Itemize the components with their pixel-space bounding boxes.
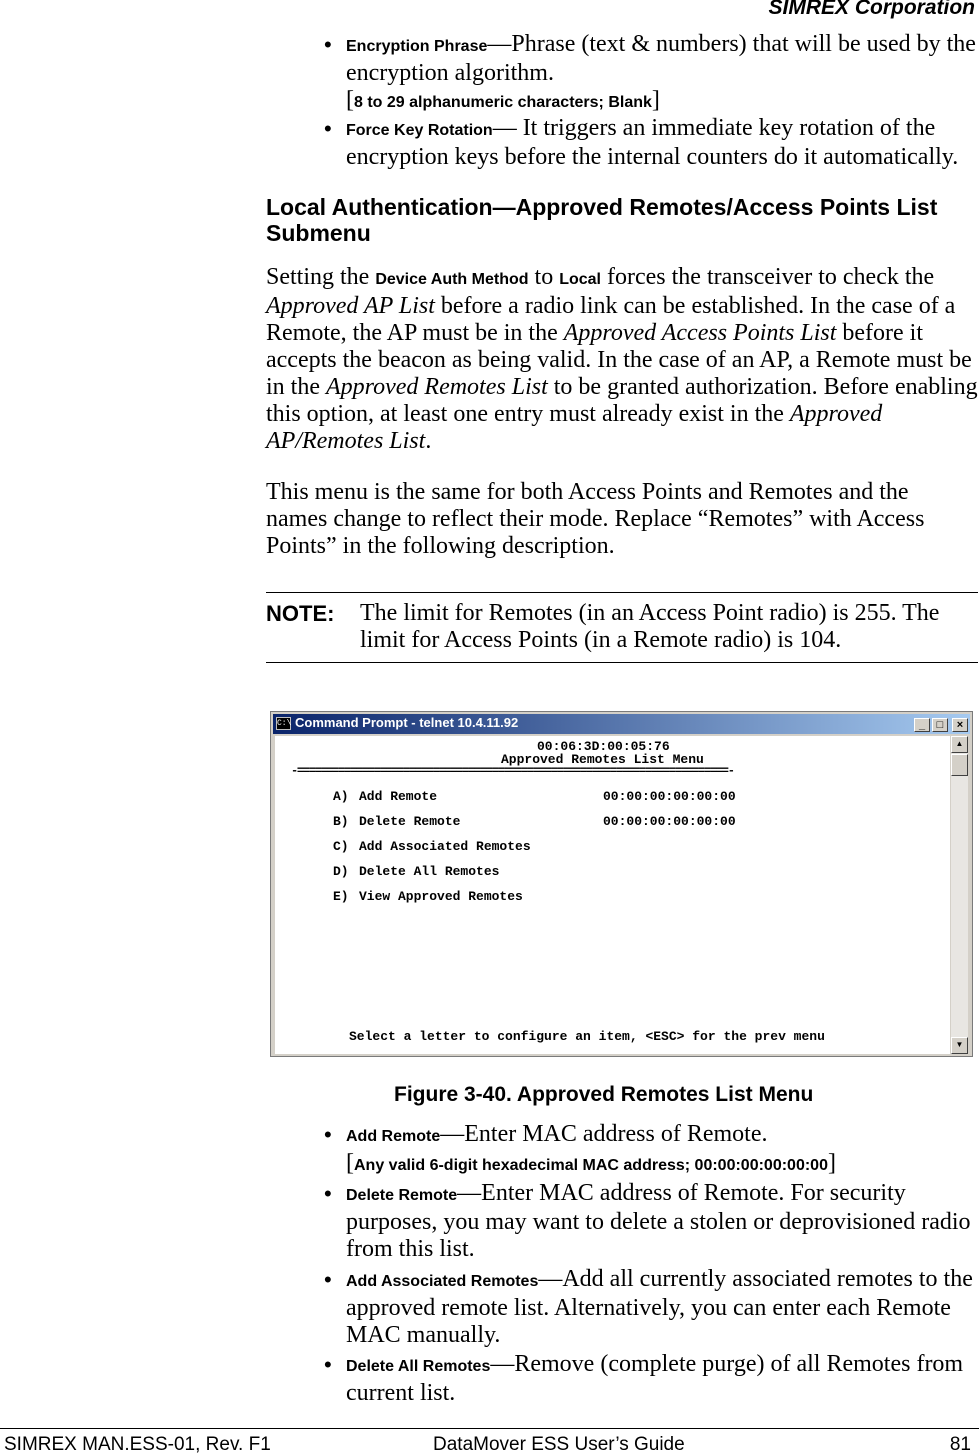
menu-item-delete-remote: Delete Remote	[359, 814, 461, 829]
note-bottom-rule	[266, 662, 978, 663]
bullet-add-remote: • Add Remote—Enter MAC address of Remote. [Any valid 6-digit hexadecimal MAC address; 00:00:00:00:00:00]	[324, 1121, 836, 1176]
scroll-thumb[interactable]	[951, 754, 968, 776]
minimize-icon[interactable]: _	[914, 718, 930, 732]
term-device-auth-method: Device Auth Method	[375, 271, 529, 288]
terminal-titlebar[interactable]	[273, 714, 970, 734]
bullet-term: Encryption Phrase	[346, 38, 488, 55]
header-company: SIMREX Corporation	[768, 0, 975, 19]
terminal-separator: -=========================================================================-	[291, 764, 734, 778]
italic-run: Approved AP List	[266, 293, 435, 319]
bullet-force-key-rotation	[324, 115, 976, 171]
scroll-up-icon[interactable]: ▲	[951, 736, 968, 753]
menu-item-add-remote: Add Remote	[359, 789, 438, 804]
text-run: .	[425, 428, 432, 454]
footer-title: DataMover ESS User’s Guide	[433, 1434, 685, 1455]
bullet-text: —Enter MAC address of Remote. For security purposes, you may want to delete a stolen or deprovisioned radio from this list.	[346, 1180, 971, 1262]
terminal-window	[270, 711, 973, 1057]
menu-item-view-approved-remotes: View Approved Remotes	[359, 889, 523, 904]
footer-doc-id: SIMREX MAN.ESS-01, Rev. F1	[4, 1434, 271, 1455]
menu-key: C)	[333, 839, 349, 854]
close-icon[interactable]: ×	[952, 718, 968, 732]
bullet-term: Add Associated Remotes	[346, 1273, 539, 1290]
bullet-term: Delete All Remotes	[346, 1358, 491, 1375]
terminal-menu-title: Approved Remotes List Menu	[501, 752, 704, 767]
bullet-text: —Remove (complete purge) of all Remotes from current list.	[346, 1351, 964, 1406]
menu-item-add-associated-remotes: Add Associated Remotes	[359, 839, 531, 854]
bullet-encryption-phrase: • Encryption Phrase—Phrase (text & numbers) that will be used by the encryption algorithm. [8 to 29 alphanumeric characters; Blank]	[324, 31, 976, 113]
footer-rule	[0, 1428, 979, 1429]
text-run: forces the transceiver to check the	[601, 264, 935, 290]
italic-run: Approved Access Points List	[563, 320, 837, 346]
terminal-prompt: Select a letter to configure an item, <ESC> for the prev menu	[349, 1029, 825, 1044]
bullet-dot-icon: •	[324, 1267, 332, 1292]
note-label: NOTE:	[266, 601, 335, 626]
bullet-term: Force Key Rotation	[346, 122, 493, 139]
terminal-title: Command Prompt - telnet 10.4.11.92	[295, 715, 519, 730]
bullet-text: —Phrase (text & numbers) that will be used by the encryption algorithm.	[346, 31, 976, 86]
text-run: before it accepts the beacon as being valid. In the case of an AP, a Remote must be in the	[266, 320, 972, 400]
terminal-screen[interactable]	[275, 736, 950, 1054]
bullet-dot-icon: •	[324, 32, 332, 57]
bullet-dot-icon: •	[324, 1122, 332, 1147]
bullet-delete-all-remotes	[324, 1351, 976, 1407]
text-run: before a radio link can be established. In the case of a Remote, the AP must be in the	[266, 293, 956, 346]
section-heading: Local Authentication—Approved Remotes/Access Points List Submenu	[266, 194, 938, 246]
command-prompt-icon: C:\	[277, 719, 292, 728]
bullet-term: Delete Remote	[346, 1187, 458, 1204]
text-run: Setting the	[266, 264, 376, 290]
text-run: to be granted authorization. Before enabling this option, at least one entry must already exist in the	[266, 374, 978, 427]
note-top-rule	[266, 592, 978, 593]
bullet-range: 8 to 29 alphanumeric characters; Blank	[354, 94, 652, 111]
italic-run: Approved AP/Remotes List	[266, 401, 883, 454]
menu-key: D)	[333, 864, 349, 879]
bullet-dot-icon: •	[324, 1181, 332, 1206]
menu-key: B)	[333, 814, 349, 829]
bullet-text: —Add all currently associated remotes to the approved remote list. Alternatively, you can enter each Remote MAC manually.	[346, 1266, 973, 1348]
menu-item-delete-all-remotes: Delete All Remotes	[359, 864, 500, 879]
terminal-mac-header: 00:06:3D:00:05:76	[537, 739, 670, 754]
scroll-down-icon[interactable]: ▼	[951, 1037, 968, 1054]
bullet-dot-icon: •	[324, 1352, 332, 1377]
bullet-text: —Enter MAC address of Remote.	[440, 1121, 768, 1147]
menu-key: A)	[333, 789, 349, 804]
bullet-delete-remote	[324, 1180, 976, 1263]
section-paragraph-2: This menu is the same for both Access Points and Remotes and the names change to reflect their mode. Replace “Remotes” with Access Points” in the following description.	[266, 479, 925, 559]
figure-caption: Figure 3-40. Approved Remotes List Menu	[394, 1083, 814, 1106]
bullet-dot-icon: •	[324, 116, 332, 141]
page-number: 81	[949, 1434, 971, 1455]
term-local: Local	[559, 271, 601, 288]
menu-value-delete-remote: 00:00:00:00:00:00	[603, 814, 736, 829]
italic-run: Approved Remotes List	[326, 374, 548, 400]
bullet-term: Add Remote	[346, 1128, 441, 1145]
bullet-range: Any valid 6-digit hexadecimal MAC address; 00:00:00:00:00:00	[354, 1157, 828, 1174]
text-run: to	[528, 264, 560, 290]
menu-value-add-remote: 00:00:00:00:00:00	[603, 789, 736, 804]
section-paragraph-1	[266, 264, 978, 455]
bullet-add-associated-remotes	[324, 1266, 976, 1349]
terminal-scrollbar[interactable]	[951, 736, 968, 1054]
bullet-text: — It triggers an immediate key rotation of the encryption keys before the internal counters do it automatically.	[346, 115, 959, 170]
menu-key: E)	[333, 889, 349, 904]
note-text: The limit for Remotes (in an Access Point radio) is 255. The limit for Access Points (in a Remote radio) is 104.	[360, 600, 940, 653]
maximize-icon[interactable]: □	[932, 718, 948, 732]
